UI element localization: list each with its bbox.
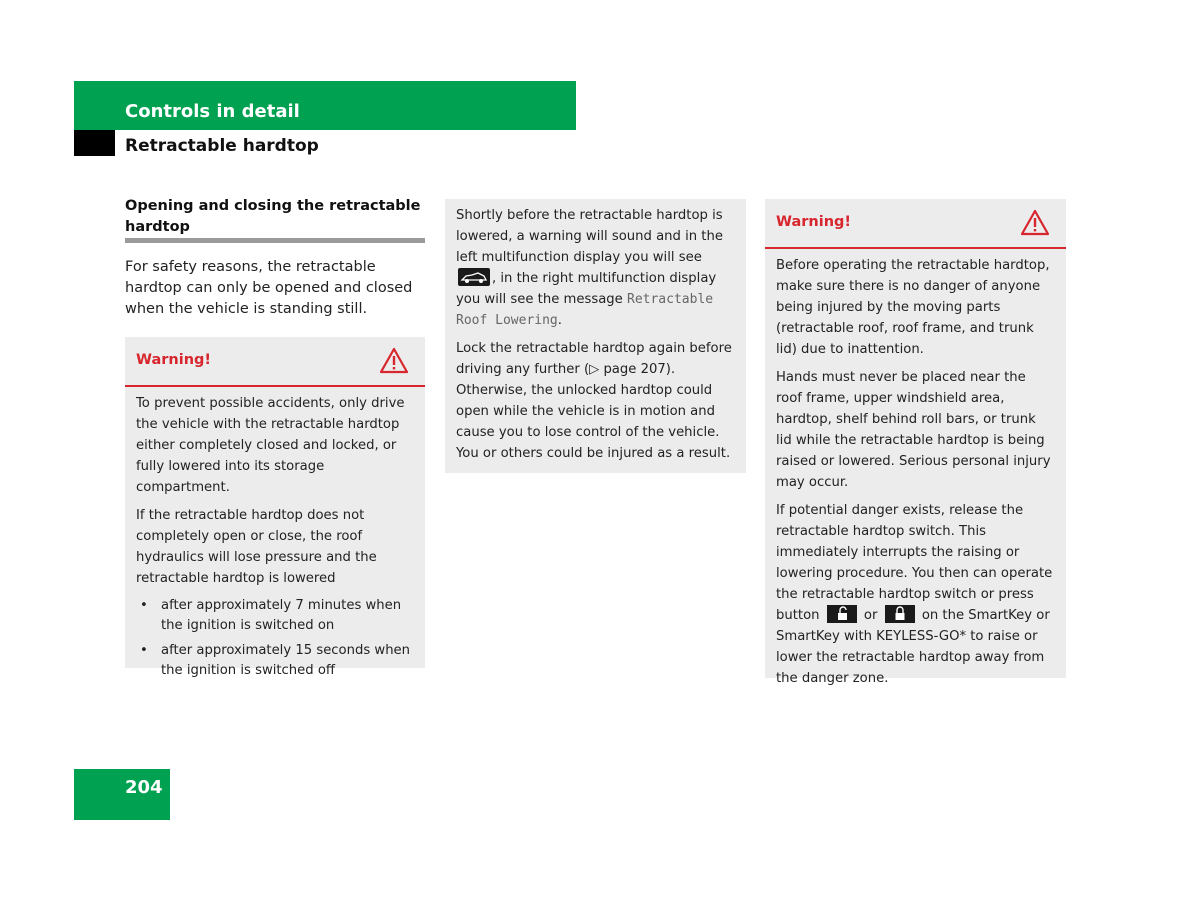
lock-key-icon [885, 605, 915, 623]
list-item-text: after approximately 7 minutes when the ignition is switched on [161, 598, 402, 633]
list-item-text: after approximately 15 seconds when the ignition is switched off [161, 643, 411, 678]
warning-header [765, 199, 1066, 249]
warning-paragraph: Hands must never be placed near the roof frame, upper windshield area, hardtop, shelf behind roll bars, or trunk lid while the retractable hardtop is being raised or lowered. Serious personal injury may occur. [776, 370, 1051, 490]
warning-box-left [125, 337, 425, 678]
warning-paragraph: Before operating the retractable hardtop, make sure there is no danger of anyone being injured by the moving parts (retractable roof, roof frame, and trunk lid) due to inattention. [776, 258, 1050, 357]
warning-triangle-icon [1020, 209, 1050, 236]
warning-paragraph: If the retractable hardtop does not completely open or close, the roof hydraulics will lose pressure and the retractable hardtop is lowered [136, 508, 377, 586]
unlock-key-icon [827, 605, 857, 623]
display-message: Retractable Roof Lowering [456, 292, 714, 328]
page-number-box [74, 769, 170, 820]
warning-box-right [765, 199, 1066, 686]
list-item [136, 641, 414, 680]
bullet-symbol: • [140, 598, 148, 613]
info-text: . [557, 313, 562, 328]
car-convertible-icon [458, 268, 490, 286]
info-text: Shortly before the retractable hardtop is lowered, a warning will sound and in the left multifunction display you will see [456, 208, 723, 265]
warning-paragraph: To prevent possible accidents, only drive the vehicle with the retractable hardtop either completely closed and locked, or fully lowered into its storage compartment. [136, 396, 405, 495]
warning-label: Warning! [136, 352, 212, 368]
warning-label: Warning! [776, 214, 852, 230]
list-item [136, 596, 414, 635]
info-paragraph [456, 205, 735, 331]
warning-paragraph [776, 500, 1055, 689]
warning-header [125, 337, 425, 387]
page-number: 204 [125, 777, 163, 798]
chapter-header-band [74, 81, 576, 130]
heading-rule [125, 238, 425, 243]
section-heading: Opening and closing the retractable hardtop [125, 198, 421, 235]
warning-text: If potential danger exists, release the retractable hardtop switch. This immediately interrupts the raising or lowering procedure. You then can operate the retractable hardtop switch or press button [776, 503, 1053, 623]
warning-text: or [863, 608, 878, 623]
info-box-middle [445, 199, 746, 473]
info-text: , in the right multifunction display you will see the message [456, 271, 717, 307]
warning-text: on the SmartKey or SmartKey with KEYLESS-GO* to raise or lower the retractable hardtop away from the danger zone. [776, 608, 1050, 686]
info-paragraph: Lock the retractable hardtop again before driving any further (▷ page 207). Otherwise, the unlocked hardtop could open while the vehicle is in motion and cause you to lose control of the vehicle. You or others could be injured as a result. [456, 341, 732, 461]
section-marker [74, 130, 115, 156]
section-title: Retractable hardtop [125, 136, 319, 156]
bullet-symbol: • [140, 643, 148, 658]
warning-triangle-icon [379, 347, 409, 374]
chapter-title: Controls in detail [125, 101, 300, 122]
intro-paragraph: For safety reasons, the retractable hardtop can only be opened and closed when the vehicle is standing still. [125, 259, 413, 317]
